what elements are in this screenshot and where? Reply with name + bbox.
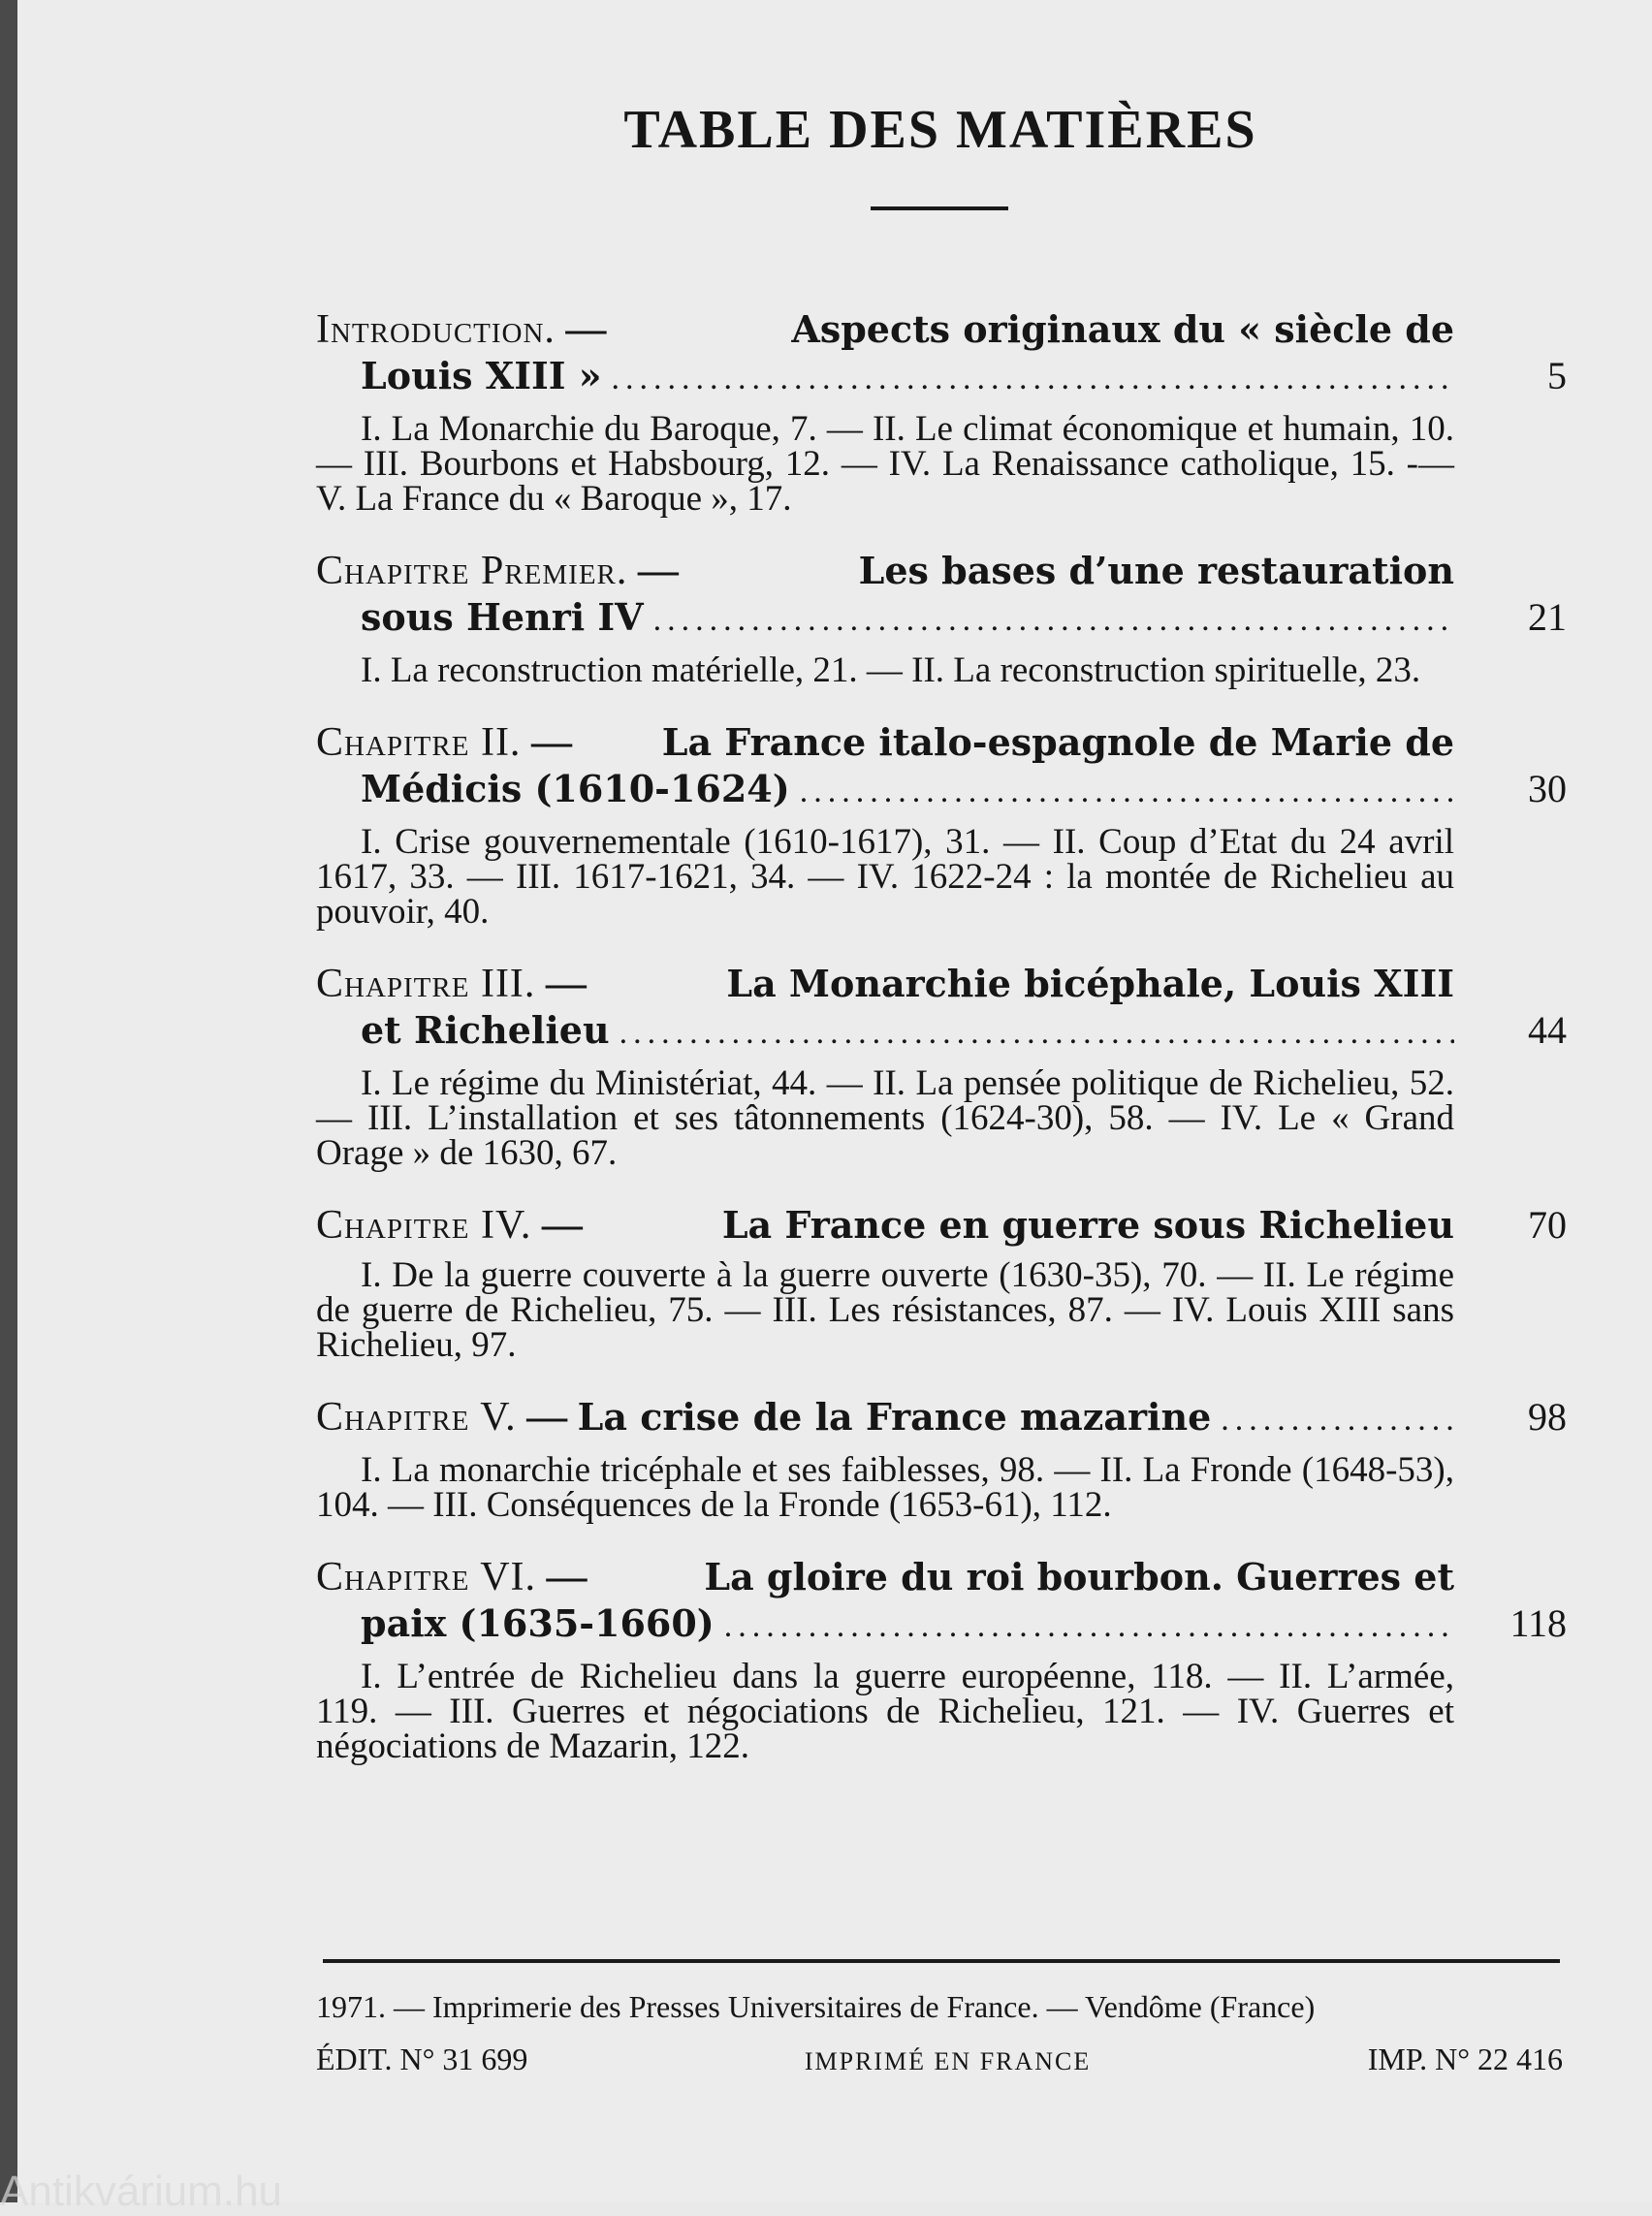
leader-dots (653, 597, 1454, 644)
entry-heading-line2 (316, 353, 1567, 402)
entry-title: La crise de la France mazarine (577, 1395, 1212, 1439)
entry-label: Introduction. (316, 307, 556, 352)
entry-title: La France italo-espagnole de Marie de (661, 720, 1454, 764)
entry-title-cont: et Richelieu (361, 1008, 610, 1052)
entry-separator: — (565, 307, 607, 352)
leader-dots (1221, 1397, 1454, 1443)
entry-summary: I. Crise gouvernementale (1610-1617), 31. — II. Coup d’Etat du 24 avril 1617, 33. — III. 1617-1621, 34. — IV. 1622-24 : la montée de Richelieu au pouvoir, 40. (316, 822, 1454, 932)
page-number: 5 (1547, 354, 1567, 397)
entry-label: Chapitre II. (316, 720, 522, 765)
entry-separator: — (545, 962, 587, 1006)
entry-separator: — (526, 1395, 568, 1440)
footer-rule (323, 1959, 1560, 1963)
toc-entry-chapitre-premier (316, 548, 1567, 688)
entry-title-cont: Médicis (1610-1624) (361, 767, 790, 810)
page-number: 118 (1509, 1601, 1567, 1645)
entry-summary: I. La reconstruction matérielle, 21. — II. La reconstruction spirituelle, 23. (361, 650, 1421, 690)
entry-title: La gloire du roi bourbon. Guerres et (704, 1555, 1454, 1599)
toc-entry-chapitre-4 (316, 1202, 1567, 1363)
leader-dots (724, 1603, 1454, 1650)
entry-label: Chapitre V. (316, 1395, 517, 1440)
toc-entry-chapitre-3 (316, 961, 1567, 1171)
entry-title: La France en guerre sous Richelieu (721, 1203, 1454, 1247)
entry-title: Les bases d’une restauration (858, 549, 1454, 592)
page-number: 21 (1528, 595, 1567, 639)
entry-title: Aspects originaux du « siècle de (791, 307, 1454, 351)
toc-entry-chapitre-6 (316, 1554, 1567, 1764)
leader-dots (612, 356, 1454, 402)
entry-title-cont: Louis XIII » (361, 354, 602, 397)
imprint-number: IMP. N° 22 416 (1367, 2042, 1563, 2076)
toc-entry-chapitre-2 (316, 719, 1567, 930)
title-rule (871, 206, 1008, 210)
printer-imprint (316, 1989, 1563, 2025)
entry-label: Chapitre VI. (316, 1555, 537, 1599)
leader-dots (620, 1010, 1454, 1057)
entry-heading-line1 (316, 306, 1567, 353)
entry-title-cont: sous Henri IV (361, 595, 644, 639)
watermark: Antikvárium.hu (0, 2168, 283, 2215)
entry-separator: — (546, 1555, 588, 1599)
entry-heading-line2 (316, 1600, 1567, 1650)
entry-label: Chapitre III. (316, 962, 536, 1006)
leader-dots (800, 769, 1454, 815)
entry-heading-line2 (316, 594, 1567, 644)
toc-entry-introduction (316, 306, 1567, 517)
entry-summary: I. L’entrée de Richelieu dans la guerre européenne, 118. — II. L’armée, 119. — III. Guerres et négociations de Richelieu, 121. — IV. Guerres et négociations de Mazarin, 122. (316, 1657, 1454, 1766)
page-number: 98 (1528, 1395, 1567, 1439)
entry-heading-line1 (316, 548, 1567, 594)
entry-separator: — (637, 549, 679, 593)
entry-heading-line1 (316, 1202, 1567, 1249)
entry-summary: I. La monarchie tricéphale et ses faiblesses, 98. — II. La Fronde (1648-53), 104. — III. Conséquences de la Fronde (1653-61), 112. (316, 1450, 1454, 1525)
entry-heading-line1 (316, 1394, 1567, 1443)
printer-imprint-text: 1971. — Imprimerie des Presses Universitaires de France. — Vendôme (France) (316, 1989, 1316, 2024)
entry-heading-line2 (316, 766, 1567, 815)
entry-heading-line1 (316, 1554, 1567, 1600)
table-of-contents (316, 306, 1567, 1795)
footer-numbers (316, 2042, 1563, 2077)
entry-heading-line1 (316, 961, 1567, 1007)
page-title: TABLE DES MATIÈRES (623, 100, 1257, 160)
entry-summary: I. De la guerre couverte à la guerre ouverte (1630-35), 70. — II. Le régime de guerre de Richelieu, 75. — III. Les résistances, 87. — IV. Louis XIII sans Richelieu, 97. (316, 1255, 1454, 1365)
entry-summary: I. La Monarchie du Baroque, 7. — II. Le climat économique et humain, 10. — III. Bourbons et Habsbourg, 12. — IV. La Renaissance catholique, 15. -— V. La France du « Baroque », 17. (316, 409, 1454, 519)
entry-title: La Monarchie bicéphale, Louis XIII (726, 962, 1454, 1005)
toc-entry-chapitre-5 (316, 1394, 1567, 1523)
entry-label: Chapitre Premier. (316, 549, 628, 593)
page-number: 44 (1528, 1008, 1567, 1052)
page-number: 70 (1528, 1203, 1567, 1247)
page-edge (0, 0, 17, 2202)
page-number: 30 (1528, 767, 1567, 810)
entry-title-cont: paix (1635-1660) (361, 1601, 715, 1645)
entry-separator: — (541, 1203, 583, 1248)
edition-number: ÉDIT. N° 31 699 (316, 2042, 528, 2076)
entry-label: Chapitre IV. (316, 1203, 532, 1248)
entry-separator: — (530, 720, 572, 765)
entry-heading-line1 (316, 719, 1567, 766)
printed-in-france: IMPRIMÉ EN FRANCE (804, 2047, 1092, 2075)
entry-summary: I. Le régime du Ministériat, 44. — II. La pensée politique de Richelieu, 52. — III. L’installation et ses tâtonnements (1624-30), 58. — IV. Le « Grand Orage » de 1630, 67. (316, 1063, 1454, 1173)
entry-heading-line2 (316, 1007, 1567, 1057)
